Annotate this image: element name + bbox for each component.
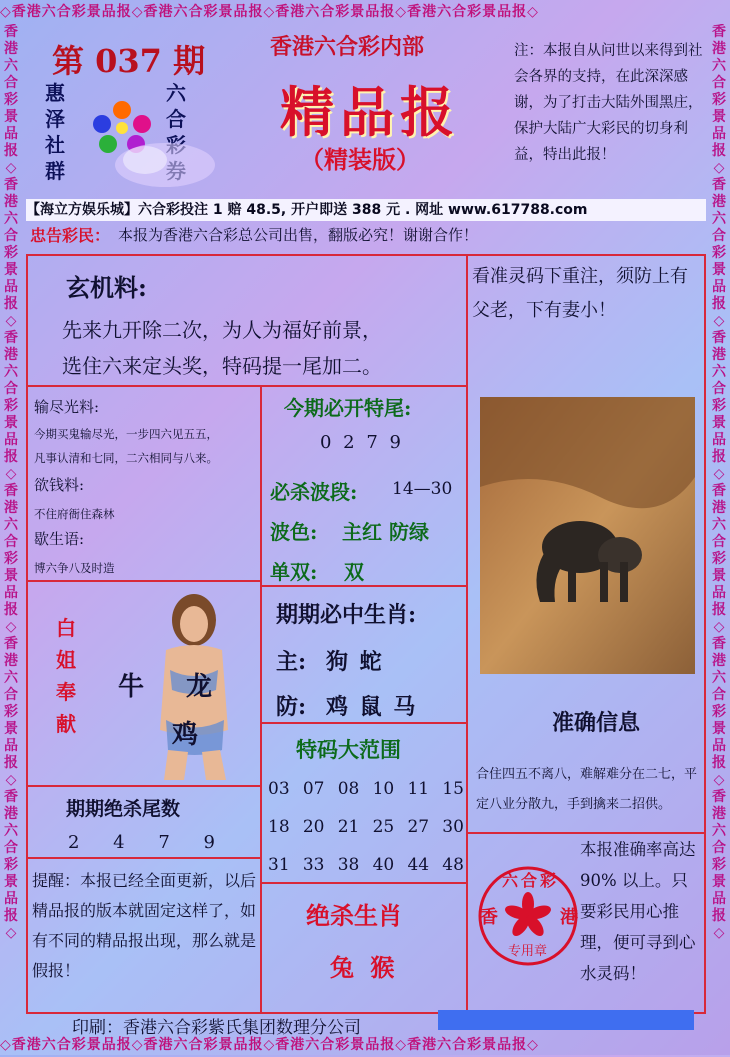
- edition-label: （精装版）: [300, 145, 420, 174]
- zodiac-main-label: 主:: [276, 649, 307, 675]
- kill-tail-numbers: 2 4 7 9: [68, 832, 215, 853]
- xiesheng-title: 歇生语:: [34, 530, 85, 548]
- tail-title: 今期必开特尾:: [284, 396, 412, 420]
- issue-number: 第 037 期: [52, 42, 206, 80]
- main-title: 精品报: [280, 80, 460, 144]
- seal-left: 香: [480, 907, 498, 928]
- xuanji-line2: 选住六来定头奖，特码提一尾加二。: [62, 354, 382, 378]
- overlay-ox: 牛: [118, 672, 145, 702]
- ad-banner[interactable]: 【海立方娱乐城】六合彩投注 1 赔 48.5, 开户即送 388 元 . 网址 www.617788.com: [26, 199, 706, 221]
- kill-tail-title: 期期绝杀尾数: [66, 798, 181, 820]
- border-top: ◇香港六合彩景品报◇香港六合彩景品报◇香港六合彩景品报◇香港六合彩景品报◇: [0, 4, 539, 20]
- border-left: 香港六合彩景品报◇香港六合彩景品报◇香港六合彩景品报◇香港六合彩景品报◇香港六合彩景品报◇香港六合彩景品报◇: [4, 24, 18, 941]
- tips-text: 提醒：本报已经全面更新，以后精品报的版本就固定这样了，如有不同的精品报出现，那么就是假报！: [32, 871, 257, 980]
- shuyin-title: 输尽光料:: [34, 398, 100, 416]
- shuyin-line2: 凡事认清和七同，二六相同与八来。: [34, 451, 218, 465]
- kill-wave-value: 14—30: [392, 479, 453, 499]
- left-slogan: 惠泽社群: [45, 81, 65, 183]
- warning-label: 忠告彩民：: [30, 226, 111, 245]
- info-title: 准确信息: [552, 710, 641, 736]
- info-text: 合住四五不离八，难解难分在二七，平定八业分散九，手到擒来二招供。: [476, 767, 698, 812]
- warning-text: 本报为香港六合彩总公司出售，翻版必究！谢谢合作！: [118, 226, 479, 244]
- odd-even-value: 双: [344, 560, 364, 584]
- overlay-rooster: 鸡: [172, 720, 199, 750]
- dept-title: 香港六合彩内部: [270, 34, 425, 60]
- kill-zodiac-value: 兔 猴: [330, 953, 399, 982]
- kill-zodiac-title: 绝杀生肖: [306, 901, 402, 930]
- color-value: 主红 防绿: [342, 520, 429, 544]
- range-row: 18 20 21 25 27 30: [268, 817, 464, 837]
- accuracy-text: 本报准确率高达 90% 以上。只要彩民用心推理，便可寻到心水灵码！: [580, 840, 696, 983]
- border-right: 香港六合彩景品报◇香港六合彩景品报◇香港六合彩景品报◇香港六合彩景品报◇香港六合彩景品报◇香港六合彩景品报◇: [712, 24, 726, 941]
- zodiac-def-label: 防:: [276, 694, 307, 720]
- shuyin-line1: 今期买鬼输尽光，一步四六见五五，: [34, 427, 218, 441]
- yuqian-line: 不住府衙住森林: [34, 507, 115, 521]
- flower-decoration: [105, 135, 225, 195]
- buffalo-photo: [480, 397, 695, 674]
- right-slogan: 六合: [166, 81, 186, 131]
- range-row: 31 33 38 40 44 48: [268, 855, 464, 875]
- print-info: 印刷：香港六合彩紫氏集团数理分公司: [72, 1018, 361, 1038]
- print-blue-bar: [438, 1010, 694, 1030]
- tail-numbers: 0 2 7 9: [320, 432, 404, 453]
- xuanji-line1: 先来九开除二次，为人为福好前景，: [62, 318, 382, 342]
- zodiac-main-value: 狗 蛇: [326, 649, 384, 675]
- odd-even-label: 单双:: [270, 560, 318, 584]
- intro-note: 注：本报自从问世以来得到社会各界的支持，在此深深感谢，为了打击大陆外围黑庄，保护大陆广大彩民的切身利益，特出此报！: [514, 43, 703, 163]
- xuanji-title: 玄机料:: [66, 273, 147, 302]
- border-bottom: ◇香港六合彩景品报◇香港六合彩景品报◇香港六合彩景品报◇香港六合彩景品报◇: [0, 1037, 539, 1053]
- right-top-tip: 看准灵码下重注，须防上有父老，下有妻小！: [472, 266, 688, 321]
- overlay-dragon: 龙: [186, 672, 213, 702]
- zodiac-def-value: 鸡 鼠 马: [326, 694, 418, 720]
- xiesheng-line: 博六争八及时造: [34, 561, 115, 575]
- yuqian-title: 欲钱料:: [34, 476, 85, 494]
- baijie-vertical: 白姐奉献: [56, 616, 76, 736]
- zodiac-title: 期期必中生肖:: [276, 602, 417, 628]
- seal-bottom: 专用章: [508, 944, 548, 959]
- range-row: 03 07 08 10 11 15: [268, 779, 464, 799]
- range-grid: [268, 779, 464, 893]
- seal-right: 港: [560, 907, 578, 928]
- range-title: 特码大范围: [296, 737, 401, 762]
- color-label: 波色:: [270, 520, 318, 544]
- seal-top: 六合彩: [502, 871, 560, 890]
- kill-wave-label: 必杀波段:: [270, 480, 358, 504]
